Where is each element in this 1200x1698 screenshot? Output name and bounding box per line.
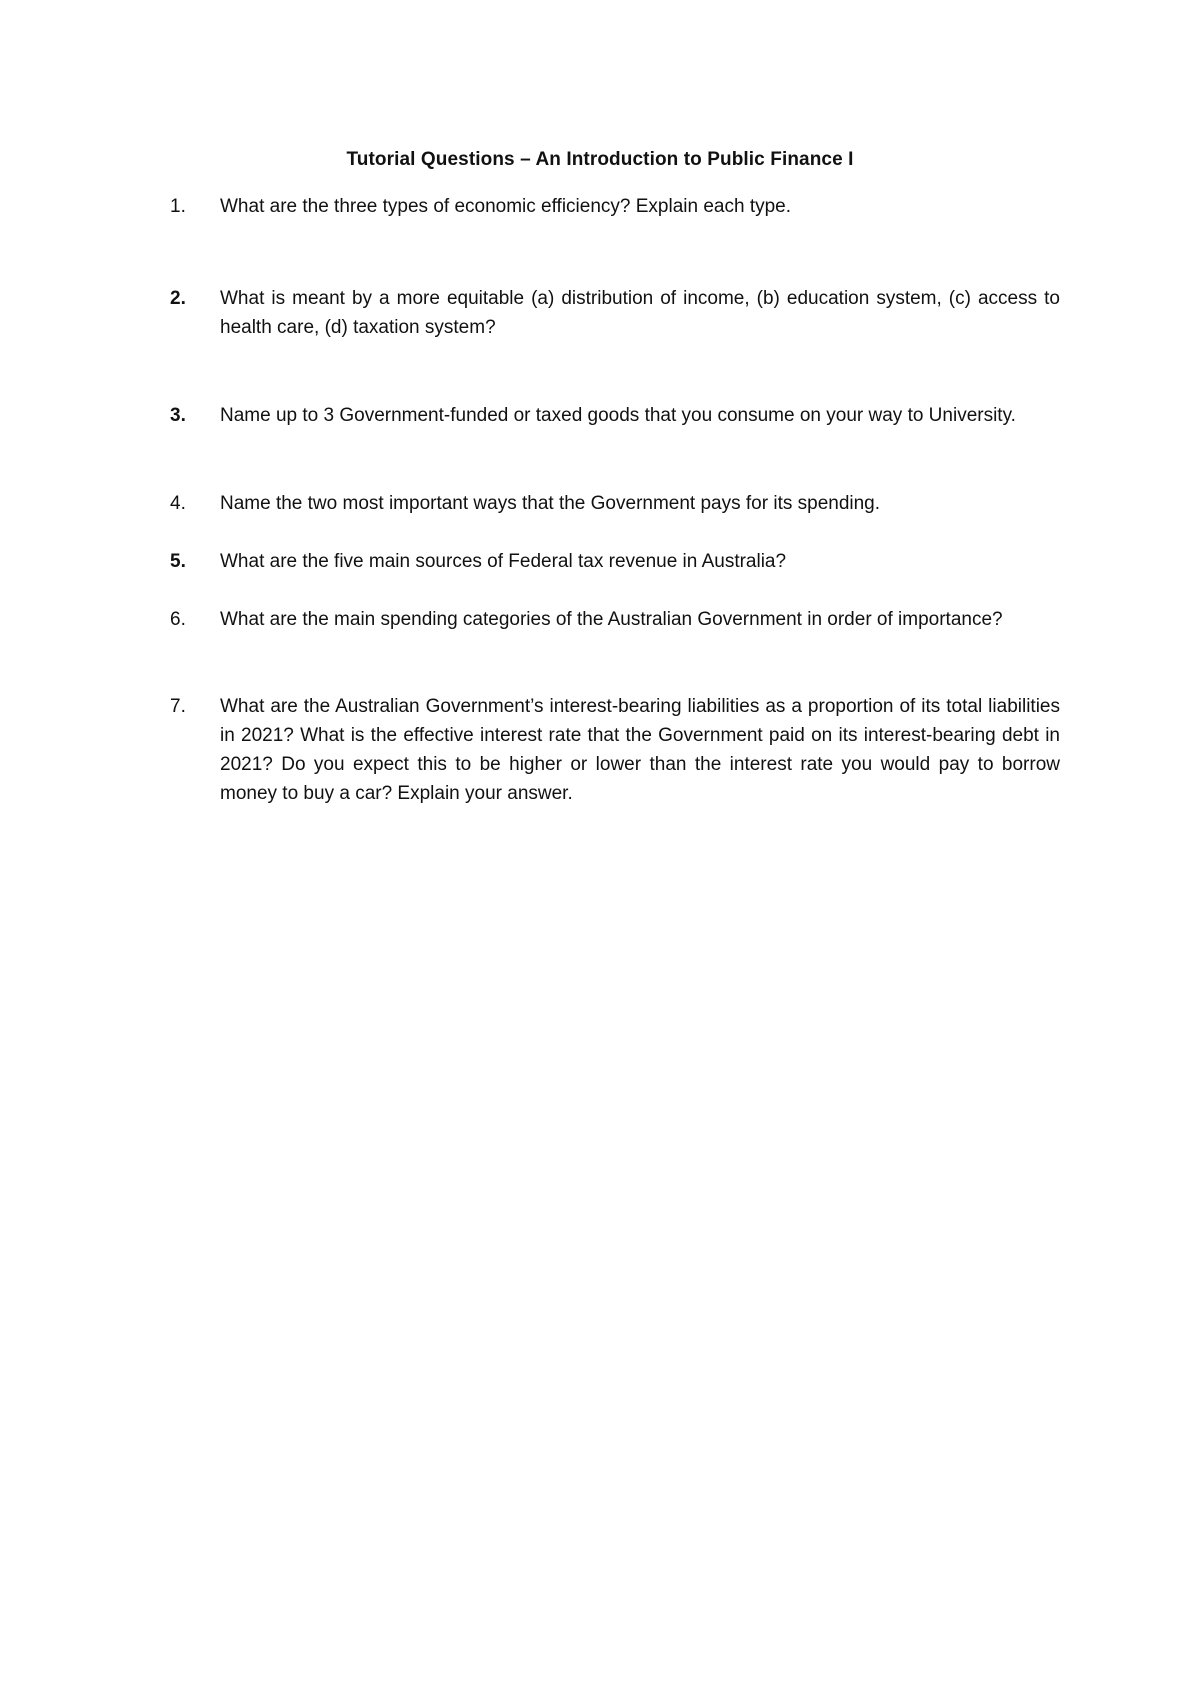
question-item bbox=[170, 547, 1060, 576]
question-item bbox=[170, 401, 1060, 430]
question-number: 5. bbox=[170, 551, 186, 572]
question-number: 7. bbox=[170, 696, 186, 717]
question-number: 4. bbox=[170, 493, 186, 514]
question-text: What are the main spending categories of the Australian Government in order of importance? bbox=[220, 609, 1003, 630]
question-item bbox=[170, 489, 1060, 518]
question-number: 6. bbox=[170, 609, 186, 630]
document-title: Tutorial Questions – An Introduction to Public Finance I bbox=[346, 149, 854, 170]
question-item bbox=[170, 605, 1060, 634]
question-number: 1. bbox=[170, 196, 186, 217]
question-text: Name the two most important ways that the Government pays for its spending. bbox=[220, 493, 881, 514]
question-text: What are the Australian Government’s interest-bearing liabilities as a proportion of its total liabilities in 2021? What is the effective interest rate that the Government paid on its interest-bearing debt in 2021? Do you expect this to be higher or lower than the interest rate you would pay to borrow money to buy a car? Explain your answer. bbox=[220, 696, 1060, 804]
question-text: Name up to 3 Government-funded or taxed goods that you consume on your way to University. bbox=[220, 405, 1016, 426]
question-item bbox=[170, 284, 1060, 342]
question-text: What are the three types of economic efficiency? Explain each type. bbox=[220, 196, 792, 217]
question-item bbox=[170, 192, 1060, 221]
question-item bbox=[170, 692, 1060, 808]
question-text: What is meant by a more equitable (a) distribution of income, (b) education system, (c) access to health care, (d) taxation system? bbox=[220, 288, 1060, 338]
question-text: What are the five main sources of Federal tax revenue in Australia? bbox=[220, 551, 787, 572]
question-number: 3. bbox=[170, 405, 186, 426]
question-number: 2. bbox=[170, 288, 186, 309]
